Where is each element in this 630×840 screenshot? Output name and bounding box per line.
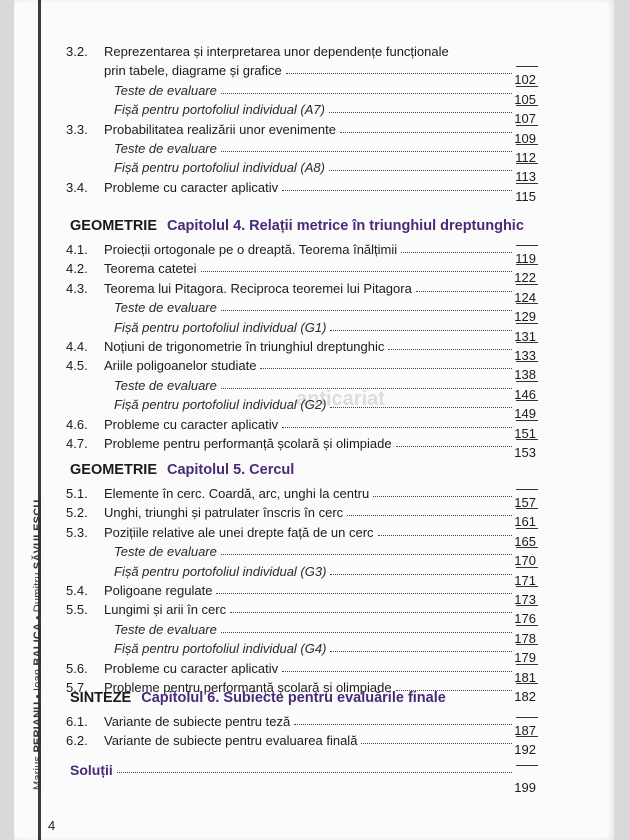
entry-number: 3.4.: [66, 179, 88, 195]
dot-leader: [201, 271, 513, 272]
entry-title: Unghi, triunghi și patrulater înscris în cerc: [104, 505, 344, 521]
entry-page: 109: [514, 130, 536, 146]
dot-leader: [294, 724, 512, 725]
page-rule: [516, 586, 538, 587]
entry-page: 176: [514, 611, 536, 627]
entry-title: Poligoane regulate: [104, 583, 213, 598]
entry-title: prin tabele, diagrame și grafice: [104, 63, 282, 79]
dot-leader: [282, 427, 512, 428]
page-rule: [516, 323, 538, 324]
entry-page: 179: [514, 650, 536, 666]
dot-leader: [361, 743, 512, 744]
entry-number: 4.1.: [66, 242, 88, 257]
dot-leader: [373, 496, 512, 497]
page-rule: [516, 420, 538, 421]
entry-number: 5.4.: [66, 583, 88, 598]
entry-title: Teste de evaluare: [114, 82, 217, 98]
page-rule: [516, 664, 538, 665]
entry-page: 178: [514, 630, 536, 646]
entry-title: Fișă pentru portofoliul individual (A7): [114, 102, 325, 118]
page-rule: [516, 683, 538, 684]
entry-title: Probleme cu caracter aplicativ: [104, 179, 279, 195]
entry-title: Teste de evaluare: [114, 377, 217, 393]
entry-number: 5.3.: [66, 524, 88, 540]
entry-page: 119: [515, 251, 536, 266]
entry-title: Teste de evaluare: [114, 621, 217, 637]
page-rule: [516, 508, 538, 509]
entry-title: Fișă pentru portofoliul individual (G1): [114, 319, 327, 335]
entry-number: 4.4.: [66, 339, 88, 354]
page-rule: [516, 144, 538, 145]
entry-title: Reprezentarea și interpretarea unor dependențe funcționale: [104, 44, 449, 59]
entry-number: 4.6.: [66, 416, 88, 432]
book-page: [14, 0, 614, 840]
page-rule: [516, 303, 538, 304]
entry-title: Teste de evaluare: [114, 300, 217, 316]
entry-page: 102: [514, 72, 536, 88]
entry-title: Fișă pentru portofoliul individual (G3): [114, 563, 327, 579]
entry-title: Noțiuni de trigonometrie în triunghiul dreptunghic: [104, 339, 385, 354]
entry-title: Probleme cu caracter aplicativ: [104, 660, 279, 676]
entry-title: Lungimi și arii în cerc: [104, 602, 227, 618]
solutions-title: Soluții: [70, 762, 113, 778]
entry-page: 151: [514, 425, 536, 441]
entry-number: 6.1.: [66, 714, 88, 729]
dot-leader: [216, 593, 512, 594]
dot-leader: [340, 132, 512, 133]
entry-title: Probabilitatea realizării unor evenimente: [104, 121, 336, 137]
entry-page: 112: [515, 150, 536, 165]
page-rule: [516, 163, 538, 164]
dot-leader: [378, 535, 512, 536]
page-rule: [516, 489, 538, 490]
entry-page: 171: [514, 572, 536, 588]
entry-page: 113: [515, 169, 536, 185]
dot-leader: [401, 252, 512, 253]
dot-leader: [416, 291, 512, 292]
entry-title: Elemente în cerc. Coardă, arc, unghi la centru: [104, 486, 370, 501]
page-rule: [516, 381, 538, 382]
dot-leader: [221, 554, 512, 555]
dot-leader: [396, 446, 512, 447]
dot-leader: [221, 310, 512, 311]
page-number: 4: [48, 818, 56, 833]
dot-leader: [330, 574, 512, 575]
entry-title: Ariile poligoanelor studiate: [104, 358, 257, 374]
entry-title: Probleme pentru performanță școlară și olimpiade: [104, 436, 392, 451]
entry-number: 5.2.: [66, 505, 88, 521]
page-rule: [516, 125, 538, 126]
entry-page: 181: [514, 669, 536, 685]
entry-title: Teste de evaluare: [114, 141, 217, 156]
entry-title: Teorema catetei: [104, 261, 197, 277]
entry-title: Fișă pentru portofoliul individual (A8): [114, 160, 325, 176]
entry-page: 146: [514, 386, 536, 402]
page-rule: [516, 717, 538, 718]
entry-page: 161: [514, 514, 536, 530]
entry-title: Variante de subiecte pentru evaluarea finală: [104, 733, 358, 749]
entry-title: Teorema lui Pitagora. Reciproca teoremei lui Pitagora: [104, 280, 412, 296]
page-rule: [516, 66, 538, 67]
page-rule: [516, 245, 538, 246]
chapter-title: Capitolul 5. Cercul: [167, 462, 295, 478]
dot-leader: [221, 151, 512, 152]
entry-title: Variante de subiecte pentru teză: [104, 714, 291, 729]
dot-leader: [282, 190, 512, 191]
page-rule: [516, 644, 538, 645]
dot-leader: [230, 612, 512, 613]
entry-page: 105: [514, 91, 536, 107]
entry-number: 4.3.: [66, 280, 88, 296]
page-rule: [516, 86, 538, 87]
section-label: GEOMETRIE: [70, 218, 158, 234]
entry-title: Fișă pentru portofoliul individual (G2): [114, 397, 327, 413]
entry-page: 149: [514, 406, 536, 422]
section-heading: [70, 462, 294, 478]
dot-leader: [221, 93, 512, 94]
dot-leader: [286, 73, 512, 74]
entry-title: Fișă pentru portofoliul individual (G4): [114, 641, 327, 657]
page-rule: [516, 439, 538, 440]
page-rule: [516, 567, 538, 568]
entry-page: 138: [514, 367, 536, 383]
author-names: Marius PERIANU • Ioan BALICA • Dumitru SĂVULESCU: [32, 499, 44, 790]
entry-page: 115: [515, 188, 536, 204]
dot-leader: [329, 170, 512, 171]
watermark: anticariat: [296, 388, 385, 410]
entry-number: 3.3.: [66, 121, 88, 137]
dot-leader: [221, 388, 512, 389]
toc-entry[interactable]: [14, 44, 614, 62]
entry-page: 124: [514, 289, 536, 305]
page-rule: [516, 361, 538, 362]
page-rule: [516, 605, 538, 606]
page-rule: [516, 183, 538, 184]
page-rule: [516, 528, 538, 529]
solutions-page: 199: [514, 780, 536, 795]
entry-number: 4.5.: [66, 358, 88, 374]
entry-number: 5.1.: [66, 486, 88, 501]
dot-leader: [282, 671, 512, 672]
dot-leader: [260, 368, 512, 369]
dot-leader: [330, 651, 512, 652]
entry-page: 187: [514, 723, 536, 738]
entry-page: 131: [514, 328, 536, 344]
entry-number: 5.5.: [66, 602, 88, 618]
entry-page: 129: [514, 309, 536, 325]
entry-page: 192: [514, 742, 536, 758]
page-rule: [516, 284, 538, 285]
entry-page: 157: [514, 495, 536, 510]
dot-leader: [388, 349, 512, 350]
entry-page: 133: [514, 348, 536, 363]
entry-title: Pozițiile relative ale unei drepte față de un cerc: [104, 524, 374, 540]
dot-leader: [221, 632, 512, 633]
entry-number: 4.2.: [66, 261, 88, 277]
dot-leader: [347, 515, 512, 516]
page-rule: [516, 625, 538, 626]
entry-page: 107: [514, 111, 536, 127]
entry-page: 170: [514, 553, 536, 569]
page-rule: [516, 105, 538, 106]
entry-title: Probleme cu caracter aplicativ: [104, 416, 279, 432]
chapter-title: Capitolul 4. Relații metrice în triunghiul dreptunghic: [167, 218, 524, 234]
entry-page: 173: [514, 592, 536, 607]
section-heading: [70, 690, 446, 706]
page-rule: [516, 264, 538, 265]
dot-leader: [330, 407, 512, 408]
entry-number: 5.7.: [66, 680, 88, 695]
entry-page: 153: [514, 445, 536, 460]
entry-page: 122: [514, 270, 536, 286]
entry-number: 5.6.: [66, 660, 88, 676]
page-rule: [516, 765, 538, 766]
page-rule: [516, 547, 538, 548]
entry-page: 182: [514, 689, 536, 704]
section-label: GEOMETRIE: [70, 462, 158, 478]
section-heading: [70, 218, 524, 234]
dot-leader: [330, 330, 512, 331]
page-rule: [516, 342, 538, 343]
entry-number: 6.2.: [66, 733, 88, 749]
page-rule: [516, 736, 538, 737]
chapter-title: Capitolul 6. Subiecte pentru evaluările finale: [141, 690, 446, 706]
entry-title: Teste de evaluare: [114, 544, 217, 560]
entry-title: Probleme pentru performanță școlară și olimpiade: [104, 680, 392, 695]
entry-page: 165: [514, 533, 536, 549]
section-label: SINTEZE: [70, 690, 132, 706]
entry-title: Proiecții ortogonale pe o dreaptă. Teorema înălțimii: [104, 242, 398, 257]
dot-leader: [329, 112, 512, 113]
entry-number: 4.7.: [66, 436, 88, 451]
entry-number: 3.2.: [66, 44, 88, 59]
page-rule: [516, 400, 538, 401]
dot-leader: [117, 772, 512, 773]
